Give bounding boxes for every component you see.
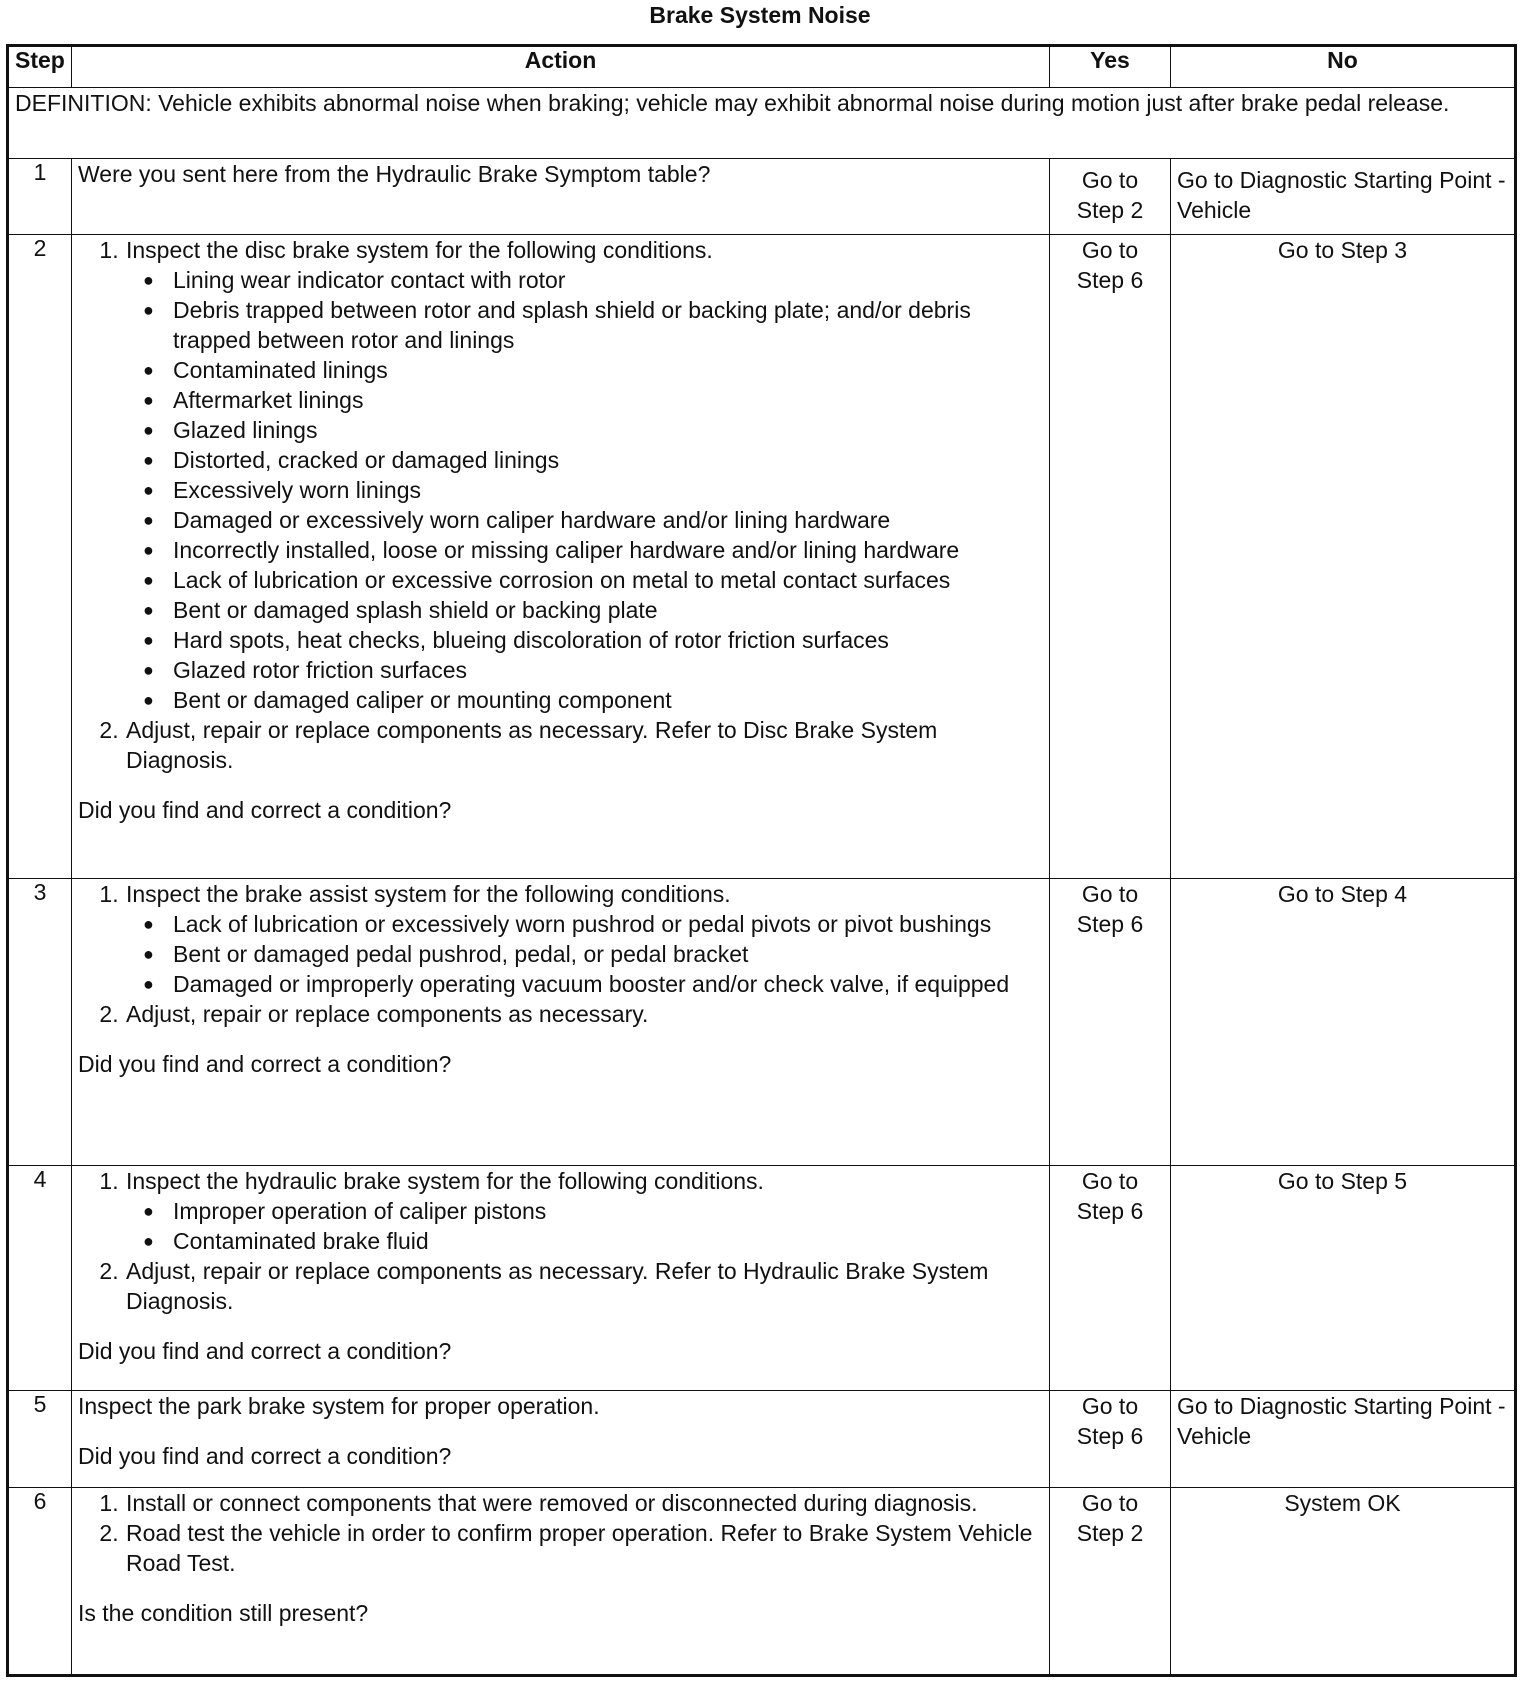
page-title: Brake System Noise bbox=[649, 2, 871, 28]
step-row-4 bbox=[8, 1166, 1516, 1391]
step-row-6 bbox=[8, 1488, 1516, 1676]
definition-text: DEFINITION: Vehicle exhibits abnormal noise when braking; vehicle may exhibit abnormal noise during motion just after brake pedal release. bbox=[8, 88, 1516, 159]
item-number: 1. bbox=[99, 881, 119, 907]
bullet-dot-icon: ● bbox=[143, 914, 154, 934]
bullet-dot-icon: ● bbox=[143, 420, 154, 440]
bullet-item bbox=[78, 939, 1043, 969]
bullet-dot-icon: ● bbox=[143, 1201, 154, 1221]
bullet-dot-icon: ● bbox=[143, 450, 154, 470]
step-number: 3 bbox=[8, 879, 72, 1166]
bullet-dot-icon: ● bbox=[143, 630, 154, 650]
bullet-item bbox=[78, 415, 1043, 445]
yes-cell: Go to Step 2 bbox=[1050, 159, 1171, 235]
bullet-text: Contaminated linings bbox=[173, 357, 388, 383]
bullet-item bbox=[78, 265, 1043, 295]
bullet-text: Lack of lubrication or excessive corrosion on metal to metal contact surfaces bbox=[173, 567, 951, 593]
numbered-item bbox=[78, 1166, 1043, 1196]
numbered-item bbox=[78, 999, 1043, 1029]
item-text: Inspect the hydraulic brake system for the following conditions. bbox=[126, 1168, 764, 1194]
bullet-text: Damaged or excessively worn caliper hardware and/or lining hardware bbox=[173, 507, 891, 533]
bullet-item bbox=[78, 535, 1043, 565]
action-cell bbox=[72, 235, 1050, 879]
question: Did you find and correct a condition? bbox=[78, 1443, 452, 1469]
item-text: Install or connect components that were removed or disconnected during diagnosis. bbox=[126, 1490, 978, 1516]
question: Were you sent here from the Hydraulic Brake Symptom table? bbox=[78, 161, 711, 187]
question: Did you find and correct a condition? bbox=[78, 1051, 452, 1077]
question: Did you find and correct a condition? bbox=[78, 1338, 452, 1364]
action-cell bbox=[72, 1391, 1050, 1488]
action-cell bbox=[72, 1488, 1050, 1676]
step-number: 4 bbox=[8, 1166, 72, 1391]
item-text: Adjust, repair or replace components as necessary. Refer to Hydraulic Brake System Diagnosis. bbox=[126, 1258, 989, 1314]
bullet-text: Lining wear indicator contact with rotor bbox=[173, 267, 566, 293]
numbered-item bbox=[78, 715, 1043, 775]
bullet-item bbox=[78, 475, 1043, 505]
item-number: 2. bbox=[99, 1258, 119, 1284]
bullet-item bbox=[78, 565, 1043, 595]
bullet-dot-icon: ● bbox=[143, 300, 154, 320]
item-number: 1. bbox=[99, 1168, 119, 1194]
no-cell: Go to Step 3 bbox=[1171, 235, 1516, 879]
step-number: 5 bbox=[8, 1391, 72, 1488]
bullet-list bbox=[78, 265, 1043, 715]
header-yes: Yes bbox=[1050, 46, 1171, 88]
step-number: 1 bbox=[8, 159, 72, 235]
bullet-text: Bent or damaged caliper or mounting component bbox=[173, 687, 672, 713]
step-row-3 bbox=[8, 879, 1516, 1166]
item-number: 2. bbox=[99, 1520, 119, 1546]
item-number: 1. bbox=[99, 1490, 119, 1516]
bullet-dot-icon: ● bbox=[143, 570, 154, 590]
bullet-item bbox=[78, 909, 1043, 939]
no-cell: Go to Step 5 bbox=[1171, 1166, 1516, 1391]
bullet-text: Hard spots, heat checks, blueing discoloration of rotor friction surfaces bbox=[173, 627, 889, 653]
bullet-dot-icon: ● bbox=[143, 974, 154, 994]
item-text: Adjust, repair or replace components as necessary. Refer to Disc Brake System Diagnosis. bbox=[126, 717, 938, 773]
bullet-item bbox=[78, 595, 1043, 625]
bullet-item bbox=[78, 505, 1043, 535]
bullet-text: Damaged or improperly operating vacuum booster and/or check valve, if equipped bbox=[173, 971, 1010, 997]
header-step: Step bbox=[8, 46, 72, 88]
bullet-dot-icon: ● bbox=[143, 690, 154, 710]
bullet-text: Glazed linings bbox=[173, 417, 318, 443]
item-number: 1. bbox=[99, 237, 119, 263]
bullet-dot-icon: ● bbox=[143, 510, 154, 530]
no-cell: System OK bbox=[1171, 1488, 1516, 1676]
bullet-text: Debris trapped between rotor and splash shield or backing plate; and/or debris trapped between rotor and linings bbox=[173, 297, 971, 353]
bullet-text: Glazed rotor friction surfaces bbox=[173, 657, 468, 683]
no-cell: Go to Diagnostic Starting Point - Vehicle bbox=[1171, 1391, 1516, 1488]
item-text: Adjust, repair or replace components as necessary. bbox=[126, 1001, 649, 1027]
numbered-item bbox=[78, 1518, 1043, 1578]
numbered-item bbox=[78, 1488, 1043, 1518]
bullet-item bbox=[78, 445, 1043, 475]
definition-row bbox=[8, 88, 1516, 159]
item-number: 2. bbox=[99, 1001, 119, 1027]
bullet-item bbox=[78, 969, 1043, 999]
no-cell: Go to Step 4 bbox=[1171, 879, 1516, 1166]
bullet-item bbox=[78, 1226, 1043, 1256]
item-number: 2. bbox=[99, 717, 119, 743]
step-row-1 bbox=[8, 159, 1516, 235]
item-text: Inspect the disc brake system for the following conditions. bbox=[126, 237, 713, 263]
bullet-item bbox=[78, 355, 1043, 385]
header-no: No bbox=[1171, 46, 1516, 88]
step-number: 6 bbox=[8, 1488, 72, 1676]
bullet-item bbox=[78, 625, 1043, 655]
action-cell bbox=[72, 1166, 1050, 1391]
bullet-text: Lack of lubrication or excessively worn pushrod or pedal pivots or pivot bushings bbox=[173, 911, 992, 937]
action-cell bbox=[72, 879, 1050, 1166]
step-row-2 bbox=[8, 235, 1516, 879]
yes-cell: Go to Step 6 bbox=[1050, 1391, 1171, 1488]
bullet-text: Bent or damaged pedal pushrod, pedal, or pedal bracket bbox=[173, 941, 749, 967]
item-text: Inspect the brake assist system for the following conditions. bbox=[126, 881, 731, 907]
bullet-item bbox=[78, 685, 1043, 715]
yes-cell: Go to Step 2 bbox=[1050, 1488, 1171, 1676]
bullet-dot-icon: ● bbox=[143, 480, 154, 500]
action-cell bbox=[72, 159, 1050, 235]
bullet-dot-icon: ● bbox=[143, 540, 154, 560]
bullet-text: Distorted, cracked or damaged linings bbox=[173, 447, 560, 473]
bullet-text: Aftermarket linings bbox=[173, 387, 364, 413]
yes-cell: Go to Step 6 bbox=[1050, 1166, 1171, 1391]
bullet-dot-icon: ● bbox=[143, 390, 154, 410]
bullet-dot-icon: ● bbox=[143, 270, 154, 290]
bullet-item bbox=[78, 655, 1043, 685]
bullet-text: Contaminated brake fluid bbox=[173, 1228, 429, 1254]
bullet-dot-icon: ● bbox=[143, 1231, 154, 1251]
bullet-text: Excessively worn linings bbox=[173, 477, 421, 503]
bullet-list bbox=[78, 1196, 1043, 1256]
yes-cell: Go to Step 6 bbox=[1050, 879, 1171, 1166]
step-number: 2 bbox=[8, 235, 72, 879]
numbered-item bbox=[78, 1256, 1043, 1316]
bullet-text: Bent or damaged splash shield or backing plate bbox=[173, 597, 658, 623]
bullet-item bbox=[78, 385, 1043, 415]
header-row bbox=[8, 46, 1516, 88]
bullet-text: Incorrectly installed, loose or missing caliper hardware and/or lining hardware bbox=[173, 537, 960, 563]
bullet-text: Improper operation of caliper pistons bbox=[173, 1198, 547, 1224]
question: Did you find and correct a condition? bbox=[78, 797, 452, 823]
question: Is the condition still present? bbox=[78, 1600, 369, 1626]
item-text: Road test the vehicle in order to confirm proper operation. Refer to Brake System Vehicle Road Test. bbox=[126, 1520, 1033, 1576]
bullet-list bbox=[78, 909, 1043, 999]
bullet-item bbox=[78, 1196, 1043, 1226]
bullet-dot-icon: ● bbox=[143, 360, 154, 380]
bullet-dot-icon: ● bbox=[143, 944, 154, 964]
yes-cell: Go to Step 6 bbox=[1050, 235, 1171, 879]
no-cell: Go to Diagnostic Starting Point - Vehicle bbox=[1171, 159, 1516, 235]
numbered-item bbox=[78, 235, 1043, 265]
action-text: Inspect the park brake system for proper operation. bbox=[78, 1393, 600, 1419]
bullet-dot-icon: ● bbox=[143, 660, 154, 680]
bullet-item bbox=[78, 295, 1043, 355]
bullet-dot-icon: ● bbox=[143, 600, 154, 620]
step-row-5 bbox=[8, 1391, 1516, 1488]
numbered-item bbox=[78, 879, 1043, 909]
diagnostic-table bbox=[6, 44, 1517, 1677]
header-action: Action bbox=[72, 46, 1050, 88]
